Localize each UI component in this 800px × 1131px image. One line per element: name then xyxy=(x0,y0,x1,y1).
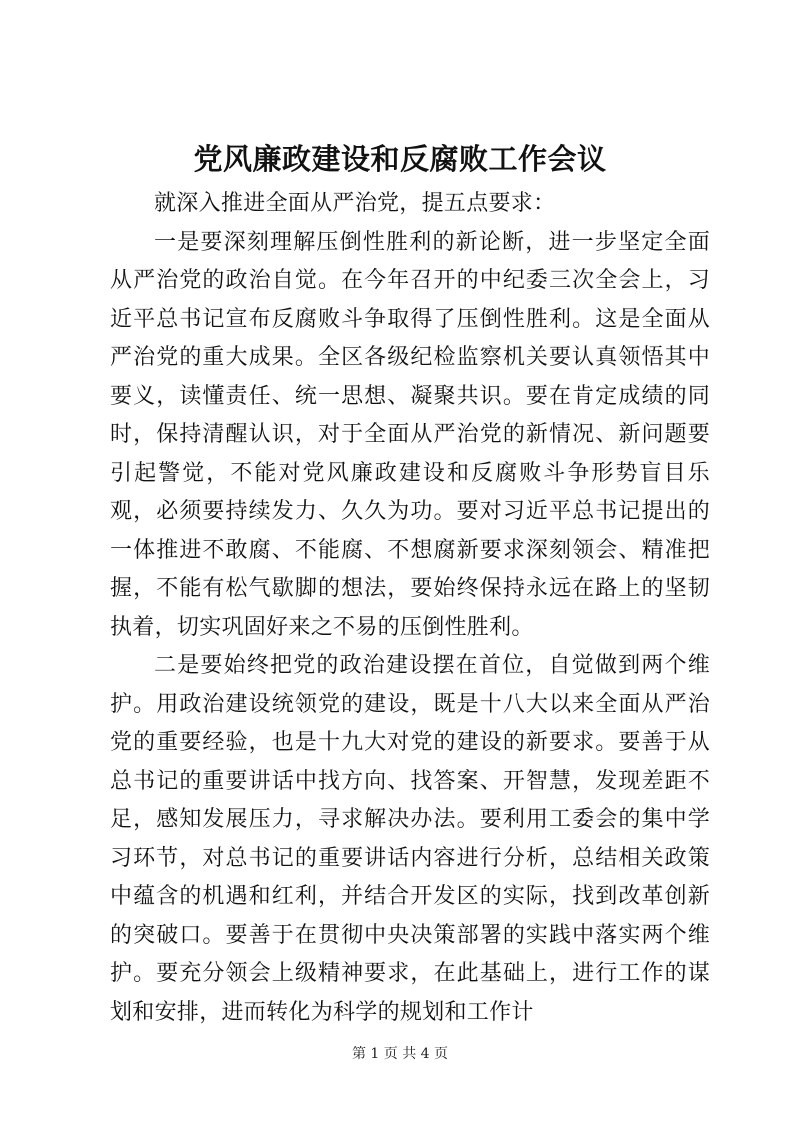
paragraph-intro: 就深入推进全面从严治党，提五点要求： xyxy=(154,191,556,216)
paragraph-point-one: 一是要深刻理解压倒性胜利的新论断，进一步坚定全面从严治党的政治自觉。在今年召开的中纪委三次全会上，习近平总书记宣布反腐败斗争取得了压倒性胜利。这是全面从严治党的重大成果。全区各级纪检监察机关要认真领悟其中要义，读懂责任、统一思想、凝聚共识。要在肯定成绩的同时，保持清醒认识，对于全面从严治党的新情况、新问题要引起警觉，不能对党风廉政建设和反腐败斗争形势盲目乐观，必须要持续发力、久久为功。要对习近平总书记提出的一体推进不敢腐、不能腐、不想腐新要求深刻领会、精准把握，不能有松气歇脚的想法，要始终保持永远在路上的坚韧执着，切实巩固好来之不易的压倒性胜利。 xyxy=(110,229,710,640)
paragraph-point-two: 二是要始终把党的政治建设摆在首位，自觉做到两个维护。用政治建设统领党的建设，既是十八大以来全面从严治党的重要经验，也是十九大对党的建设的新要求。要善于从总书记的重要讲话中找方向、找答案、开智慧，发现差距不足，感知发展压力，寻求解决办法。要利用工委会的集中学习环节，对总书记的重要讲话内容进行分析，总结相关政策中蕴含的机遇和红利，并结合开发区的实际，找到改革创新的突破口。要善于在贯彻中央决策部署的实践中落实两个维护。要充分领会上级精神要求，在此基础上，进行工作的谋划和安排，进而转化为科学的规划和工作计 xyxy=(110,653,710,1025)
document-title: 党风廉政建设和反腐败工作会议 xyxy=(193,142,607,176)
page-number-footer: 第 1 页 共 4 页 xyxy=(351,1046,449,1062)
document-body xyxy=(110,185,710,1032)
